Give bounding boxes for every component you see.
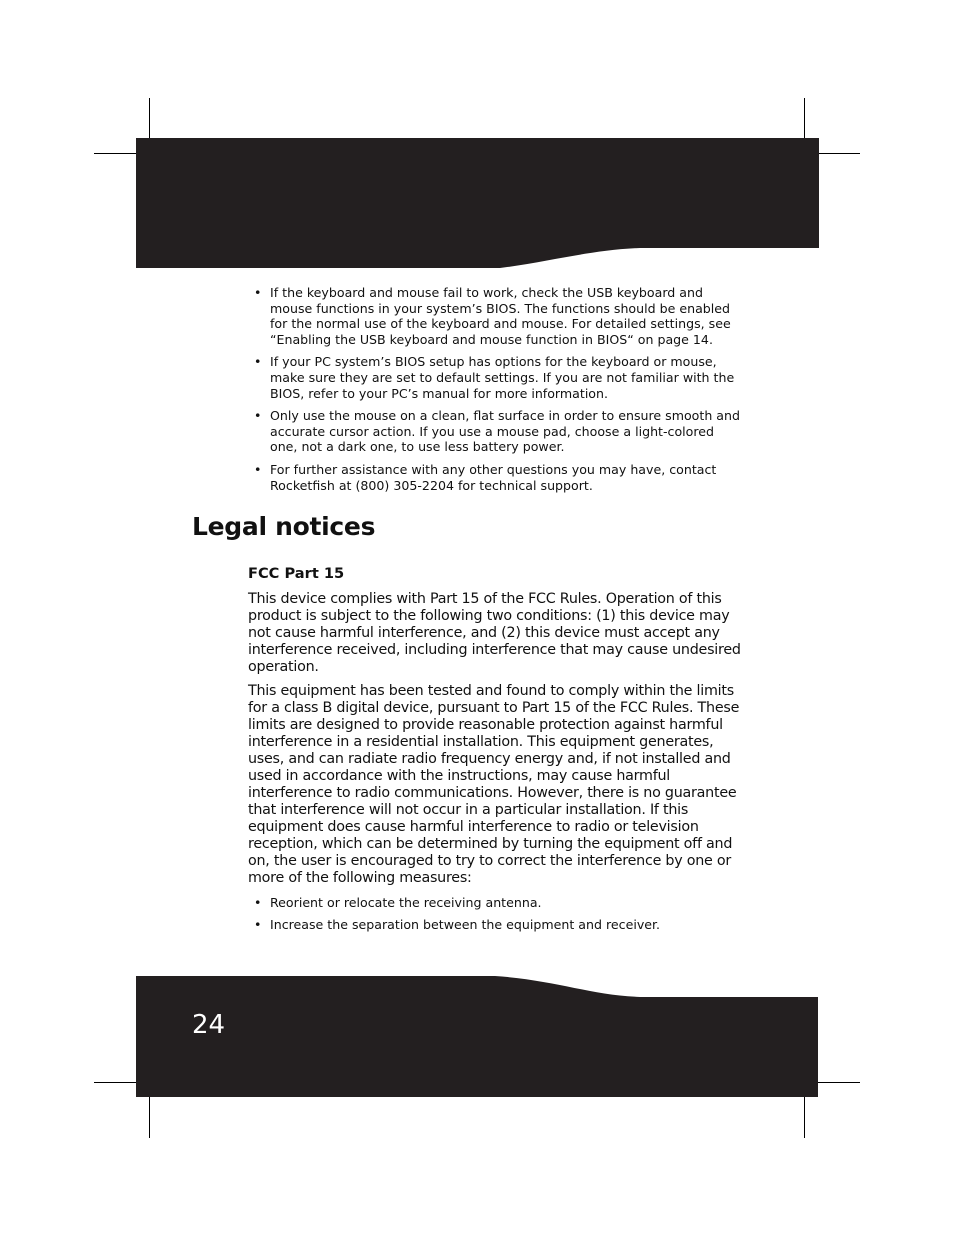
measures-list	[254, 895, 744, 938]
footer-band	[136, 976, 818, 1097]
fcc-paragraph: This equipment has been tested and found to comply within the limits for a class B digital device, pursuant to Part 15 of the FCC Rules. These limits are designed to provide reasonable protection against harmful interference in a residential installation. This equipment generates, uses, and can radiate radio frequency energy and, if not installed and used in accordance with the instructions, may cause harmful interference to radio communications. However, there is no guarantee that interference will not occur in a particular installation. If this equipment does cause harmful interference to radio or television reception, which can be determined by turning the equipment off and on, the user is encouraged to try to correct the interference by one or more of the following measures:	[248, 683, 740, 886]
list-item: • Reorient or relocate the receiving antenna.	[254, 895, 744, 911]
list-item: • If your PC system’s BIOS setup has options for the keyboard or mouse, make sure they are set to default settings. If you are not familiar with the BIOS, refer to your PC’s manual for more information.	[254, 354, 744, 401]
section-title: Legal notices	[192, 512, 376, 541]
list-item: • For further assistance with any other questions you may have, contact Rocketfish at (800) 305-2204 for technical support.	[254, 462, 744, 493]
troubleshooting-list	[254, 285, 744, 500]
fcc-paragraph: This device complies with Part 15 of the FCC Rules. Operation of this product is subject to the following two conditions: (1) this device may not cause harmful interference, and (2) this device must accept any interference received, including interference that may cause undesired operation.	[248, 591, 741, 675]
list-item: • Increase the separation between the equipment and receiver.	[254, 917, 744, 933]
page-number: 24	[192, 1010, 226, 1040]
list-item: • If the keyboard and mouse fail to work, check the USB keyboard and mouse functions in your system’s BIOS. The functions should be enabled for the normal use of the keyboard and mouse. For detailed settings, see “Enabling the USB keyboard and mouse function in BIOS“ on page 14.	[254, 285, 744, 347]
fcc-heading: FCC Part 15	[248, 565, 345, 582]
list-item: • Only use the mouse on a clean, flat surface in order to ensure smooth and accurate cursor action. If you use a mouse pad, choose a light-colored one, not a dark one, to use less battery power.	[254, 408, 744, 455]
